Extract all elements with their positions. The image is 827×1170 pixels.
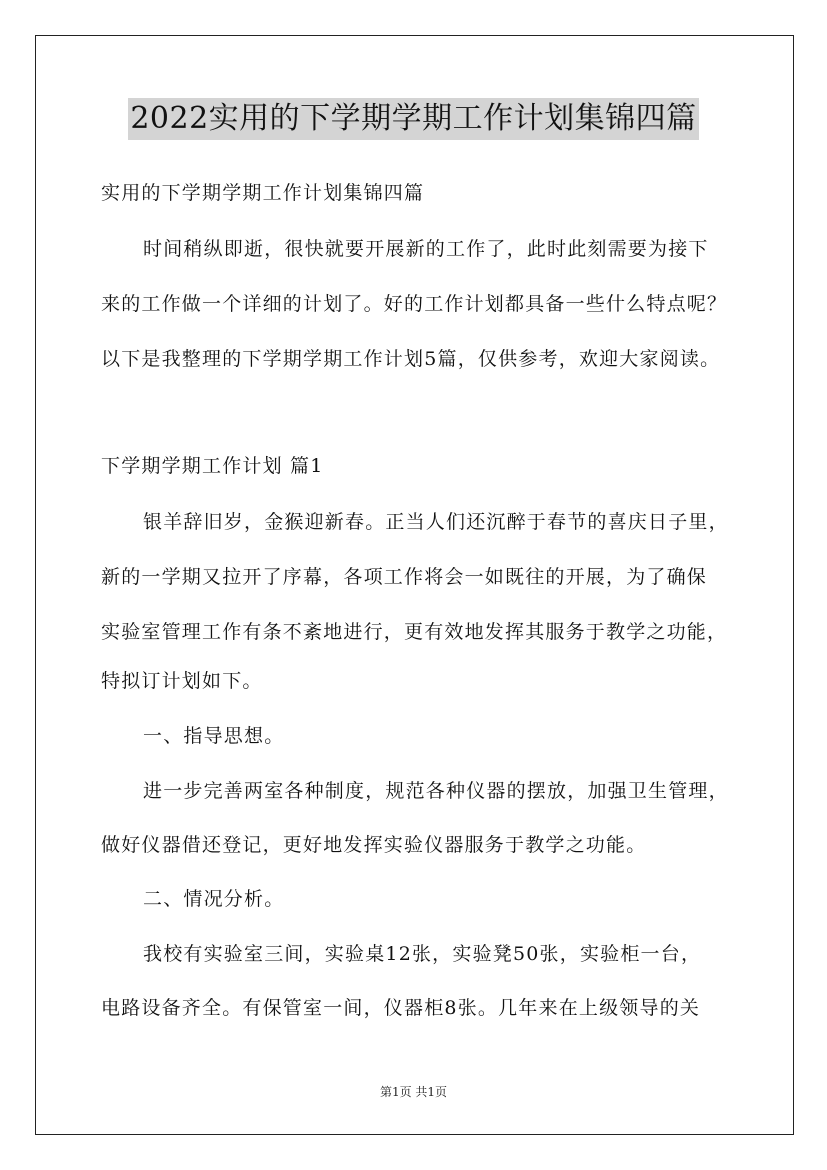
section-heading: 下学期学期工作计划 篇1 bbox=[101, 455, 324, 477]
paragraph-line: 特拟订计划如下。 bbox=[101, 670, 263, 692]
paragraph-line: 以下是我整理的下学期学期工作计划5篇，仅供参考，欢迎大家阅读。 bbox=[101, 348, 721, 370]
paragraph-line: 银羊辞旧岁，金猴迎新春。正当人们还沉醉于春节的喜庆日子里， bbox=[143, 511, 729, 533]
subsection-heading: 二、情况分析。 bbox=[143, 888, 285, 910]
paragraph-line: 电路设备齐全。有保管室一间，仪器柜8张。几年来在上级领导的关 bbox=[101, 997, 701, 1019]
paragraph-line: 时间稍纵即逝，很快就要开展新的工作了，此时此刻需要为接下 bbox=[143, 238, 709, 260]
document-subtitle: 实用的下学期学期工作计划集锦四篇 bbox=[101, 182, 425, 204]
subsection-heading: 一、指导思想。 bbox=[143, 725, 285, 747]
paragraph-line: 实验室管理工作有条不紊地进行，更有效地发挥其服务于教学之功能， bbox=[101, 621, 728, 643]
paragraph-line: 进一步完善两室各种制度，规范各种仪器的摆放，加强卫生管理， bbox=[143, 780, 729, 802]
paragraph-line: 来的工作做一个详细的计划了。好的工作计划都具备一些什么特点呢？ bbox=[101, 293, 728, 315]
page-footer: 第1页 共1页 bbox=[379, 1085, 448, 1099]
paragraph-line: 我校有实验室三间，实验桌12张，实验凳50张，实验柜一台， bbox=[143, 943, 702, 965]
paragraph-line: 新的一学期又拉开了序幕，各项工作将会一如既往的开展，为了确保 bbox=[101, 566, 708, 588]
paragraph-line: 做好仪器借还登记，更好地发挥实验仪器服务于教学之功能。 bbox=[101, 834, 647, 856]
title-container bbox=[0, 98, 827, 140]
document-title: 2022实用的下学期学期工作计划集锦四篇 bbox=[128, 98, 698, 140]
